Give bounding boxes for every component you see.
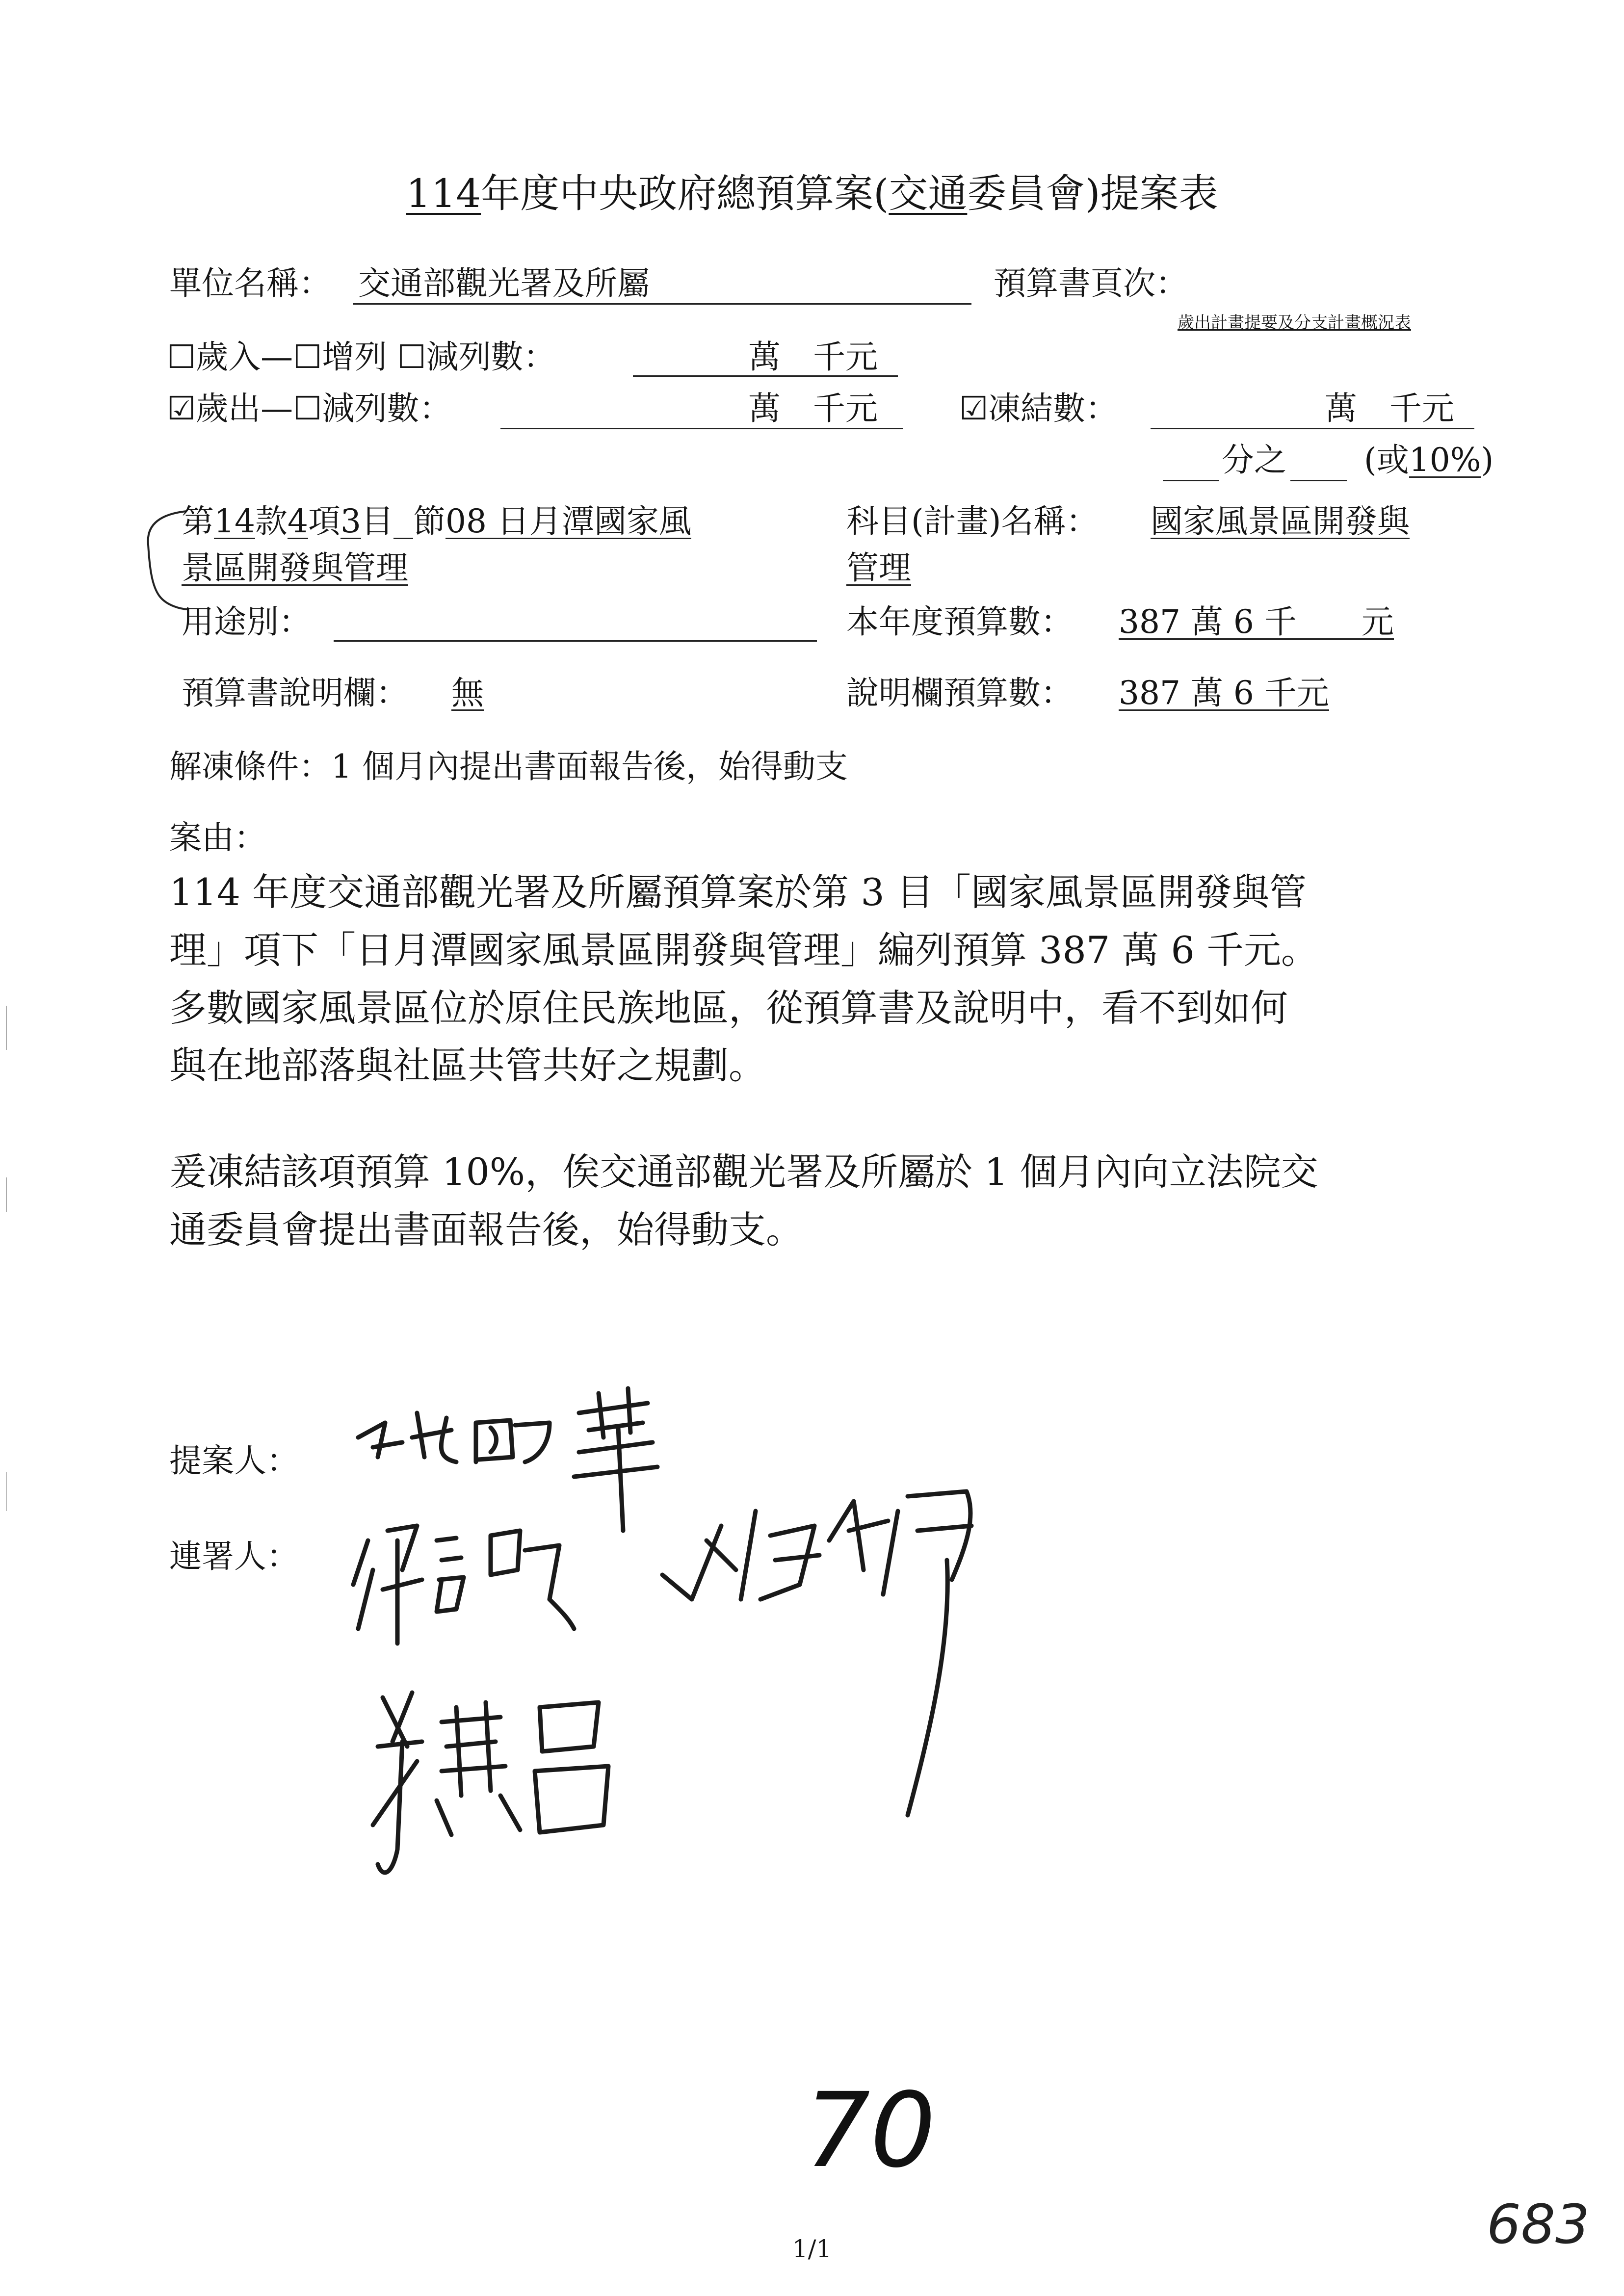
title-part2: 委員會)提案表 [967, 171, 1218, 216]
reason-line: 114 年度交通部觀光署及所屬預算案於第 3 目「國家風景區開發與管 [169, 870, 1307, 914]
item-line2 [182, 549, 408, 587]
corner-number: 683 [1487, 2193, 1590, 2256]
scan-mark [6, 1006, 7, 1050]
reason-line: 多數國家風景區位於原住民族地區，從預算書及說明中，看不到如何 [169, 986, 1288, 1030]
revenue-units: 萬 千元 [748, 338, 878, 376]
proposer-label: 提案人： [169, 1442, 299, 1480]
decrease-label: 減列數： [426, 338, 556, 376]
cosigner-label: 連署人： [169, 1538, 299, 1575]
desc-amount-label: 說明欄預算數： [846, 674, 1073, 712]
title-year: 114 [406, 171, 481, 216]
budget-value-text: 387 萬 6 千 元 [1119, 603, 1394, 641]
expense-units: 萬 千元 [748, 390, 878, 427]
revenue-label: 歲入— [196, 338, 293, 376]
expense-row [167, 392, 451, 425]
desc-value [451, 674, 484, 712]
reason-line: 與在地部落與社區共管共好之規劃。 [169, 1044, 766, 1088]
subject-line2-text: 管理 [846, 549, 911, 587]
fraction-or [1364, 441, 1494, 479]
item-kuan: 14 [214, 502, 255, 540]
unit-underline [353, 303, 971, 305]
expense-label: 歲出— [196, 390, 293, 427]
unit-label: 單位名稱： [169, 264, 331, 302]
expense-amount-line [500, 428, 903, 429]
title-committee: 交通 [889, 171, 968, 216]
cosigner-signature-3 [363, 1688, 638, 1894]
expense-decrease-label: 減列數： [322, 390, 452, 427]
title-part1: 年度中央政府總預算案( [481, 171, 889, 216]
subject-line2 [846, 549, 911, 587]
freeze-row [959, 392, 1118, 425]
handwritten-number: 70 [805, 2070, 936, 2191]
item-blank [393, 505, 413, 539]
fraction-or-text: (或 [1364, 441, 1409, 479]
freeze-checkbox: ☑ [959, 390, 989, 427]
expense-decrease-checkbox: ☐ [293, 390, 322, 427]
item-jie-label: 節 [413, 502, 445, 540]
resolution-paragraph [169, 1143, 1318, 1259]
expense-checkbox: ☑ [167, 390, 196, 427]
reason-paragraph [169, 863, 1318, 1095]
item-jie: 08 日月潭國家風 [445, 502, 691, 540]
increase-label: 增列 [322, 338, 387, 376]
page-number: 1/1 [792, 2235, 832, 2263]
unfreeze-condition: 解凍條件：1 個月內提出書面報告後，始得動支 [169, 748, 848, 785]
item-mu: 3 [340, 502, 361, 540]
scan-mark [6, 1472, 7, 1511]
fraction-close: ) [1481, 441, 1494, 479]
reason-label: 案由： [169, 819, 266, 857]
page-ref-label: 預算書頁次： [994, 264, 1188, 302]
desc-value-text: 無 [451, 674, 484, 712]
fraction-mid: 分之 [1222, 441, 1286, 479]
item-di: 第 [182, 502, 214, 540]
increase-checkbox: ☐ [293, 338, 322, 376]
unit-value: 交通部觀光署及所屬 [358, 264, 650, 302]
subject-line1-text: 國家風景區開發與 [1151, 502, 1410, 540]
cosigner-signature-2 [653, 1472, 1006, 1845]
item-kuan-label: 款 [255, 502, 288, 540]
budget-value [1119, 603, 1394, 641]
reason-line: 理」項下「日月潭國家風景區開發與管理」編列預算 387 萬 6 千元。 [169, 928, 1319, 972]
freeze-units: 萬 千元 [1325, 390, 1454, 427]
item-xiang-label: 項 [308, 502, 341, 540]
fraction-numerator-line [1290, 480, 1347, 481]
document-title [0, 162, 1624, 218]
revenue-row [167, 338, 556, 376]
usage-line [334, 640, 817, 642]
subject-line1 [1151, 502, 1410, 540]
cosigner-signature-1 [343, 1511, 589, 1658]
resolution-line: 通委員會提出書面報告後，始得動支。 [169, 1207, 803, 1252]
budget-label: 本年度預算數： [846, 603, 1073, 641]
desc-label: 預算書說明欄： [182, 674, 408, 712]
subject-label: 科目(計畫)名稱： [846, 502, 1099, 540]
desc-amount-value [1119, 674, 1329, 712]
freeze-amount-line [1151, 428, 1474, 429]
desc-amount-text: 387 萬 6 千元 [1119, 674, 1329, 712]
item-line2-text: 景區開發與管理 [182, 549, 408, 587]
item-line1 [182, 502, 691, 540]
page-ref-note: 歲出計畫提要及分支計畫概況表 [1178, 313, 1411, 333]
item-mu-label: 目 [361, 502, 393, 540]
fraction-percent: 10% [1409, 441, 1481, 479]
item-xiang: 4 [287, 502, 308, 540]
fraction-denominator-line [1163, 480, 1219, 481]
decrease-checkbox: ☐ [397, 338, 426, 376]
scan-mark [6, 1177, 7, 1212]
usage-label: 用途別： [182, 603, 311, 641]
revenue-checkbox: ☐ [167, 338, 196, 376]
resolution-line: 爰凍結該項預算 10%，俟交通部觀光署及所屬於 1 個月內向立法院交 [169, 1150, 1318, 1194]
freeze-label: 凍結數： [988, 390, 1118, 427]
